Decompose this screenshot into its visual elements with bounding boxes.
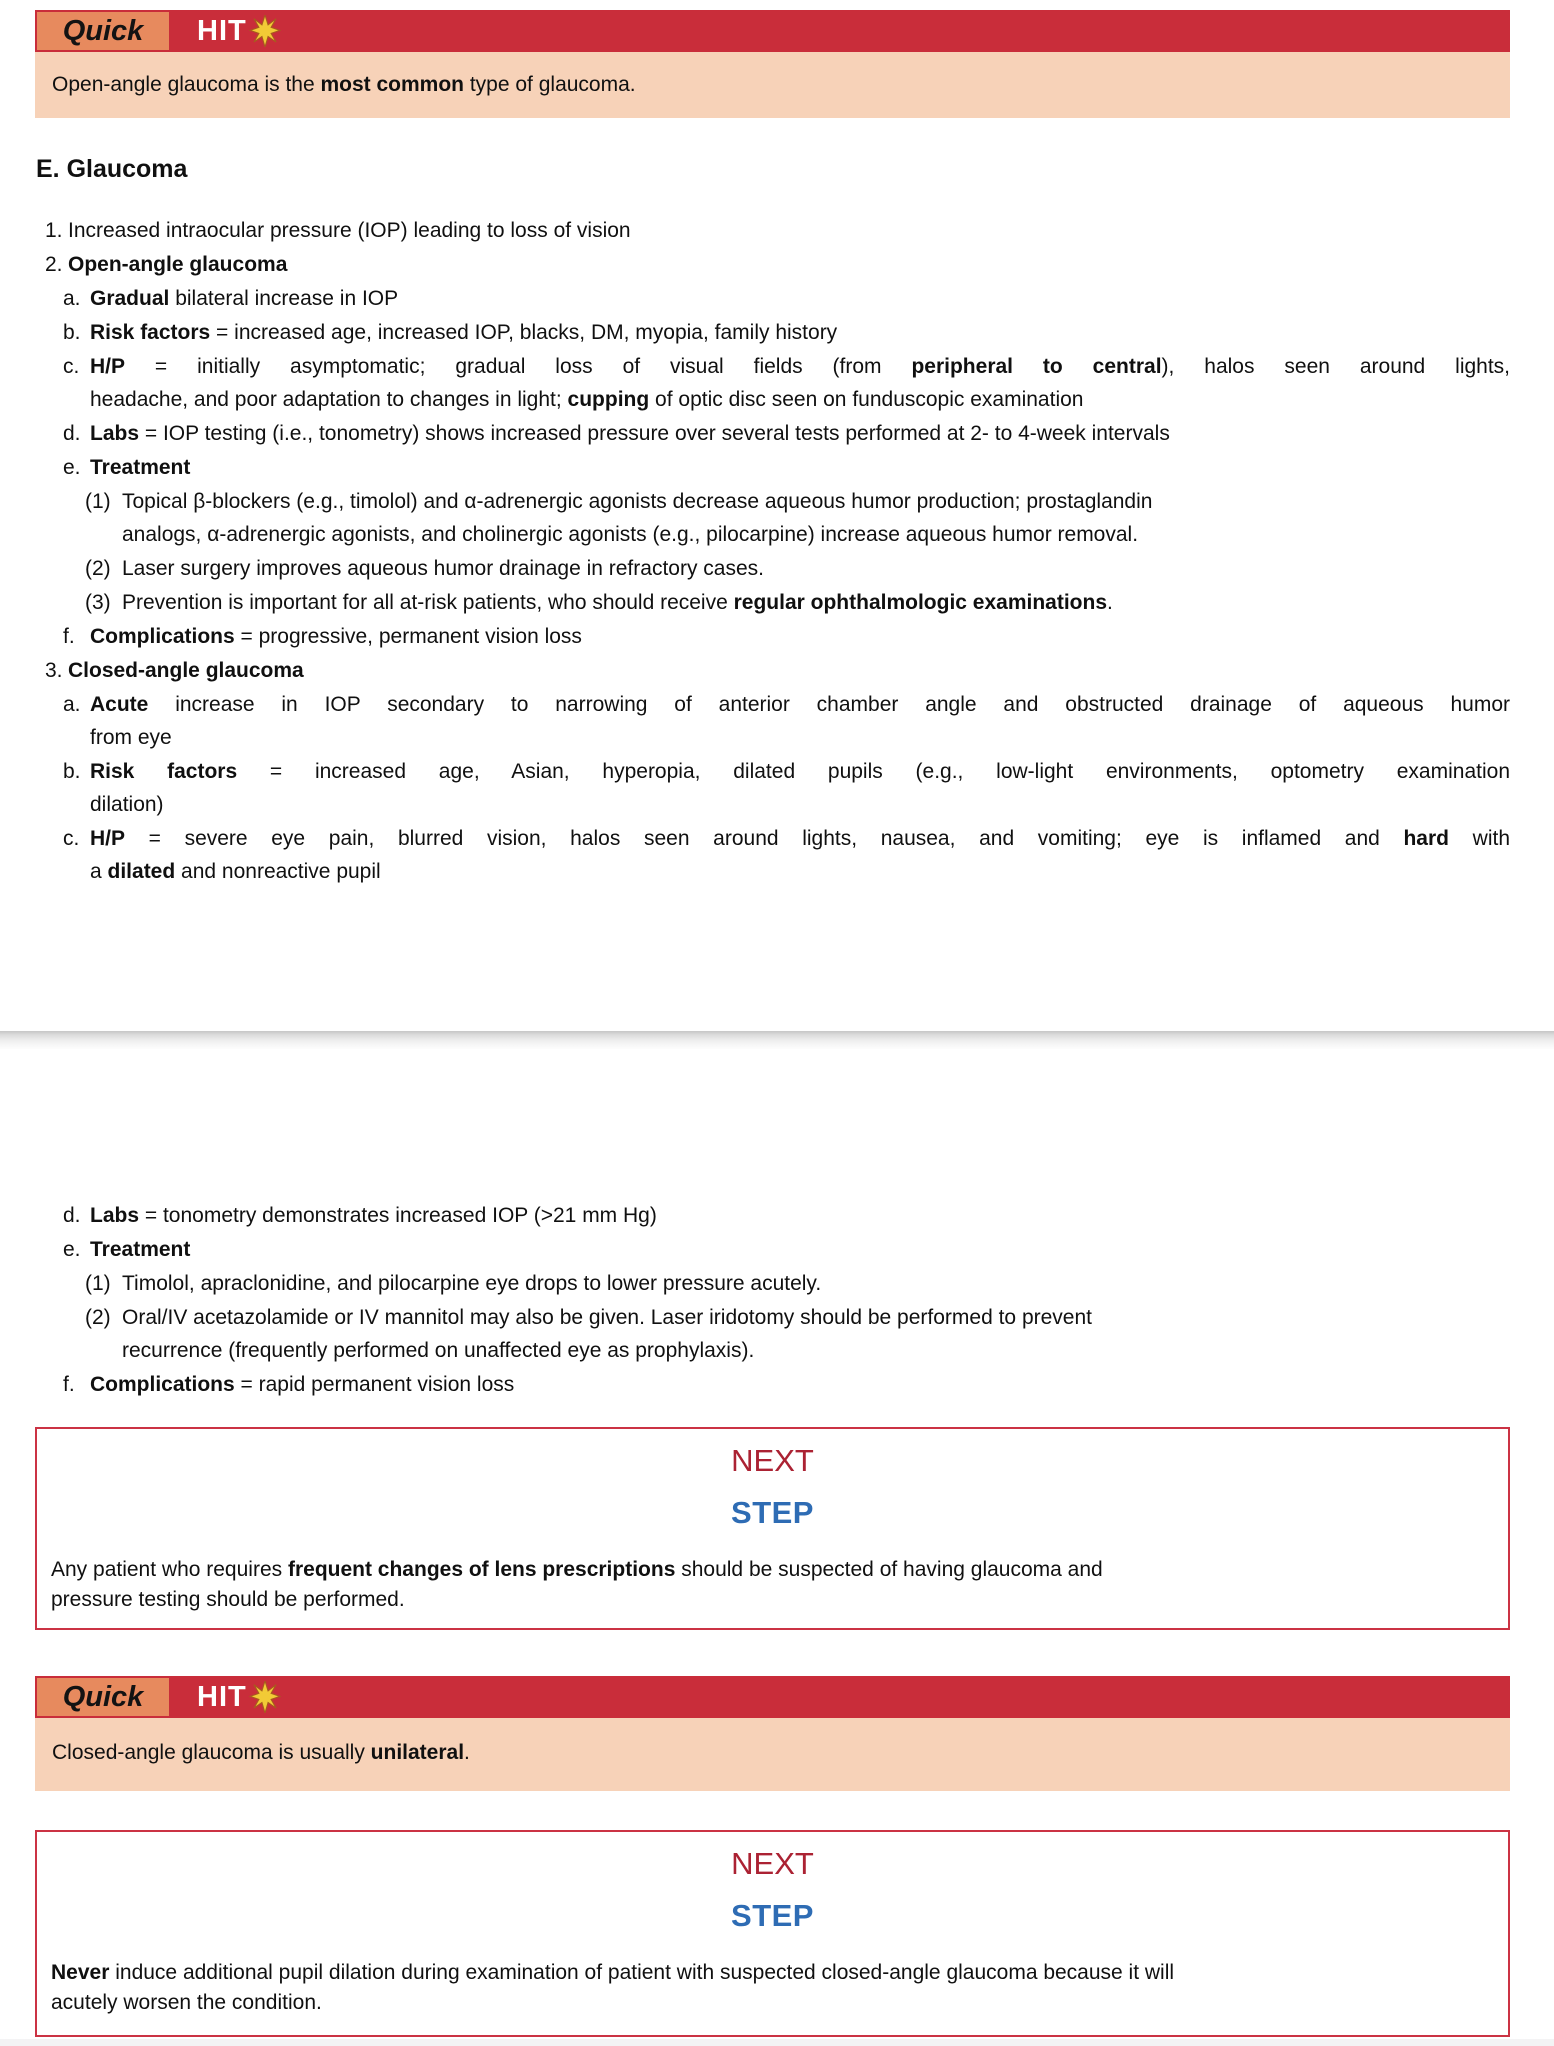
- step-label: STEP: [731, 1898, 814, 1933]
- list-marker: b.: [63, 321, 81, 344]
- list-item: [35, 755, 1510, 821]
- list-text: Open-angle glaucoma: [68, 253, 288, 276]
- next-step-text: Never induce additional pupil dilation during examination of patient with suspected closed-angle glaucoma because it will acutely worsen the condition.: [51, 1961, 1175, 2014]
- next-step-box-2: [35, 1830, 1510, 2037]
- list-marker: (1): [85, 490, 111, 513]
- list-item: [35, 451, 1510, 484]
- list-marker: f.: [63, 625, 75, 648]
- quick-hit-text: Open-angle glaucoma is the most common type of glaucoma.: [35, 52, 1510, 118]
- list-text: Laser surgery improves aqueous humor drainage in refractory cases.: [122, 557, 764, 580]
- list-text: Treatment: [90, 456, 191, 479]
- list-item: [35, 350, 1510, 416]
- list-marker: (3): [85, 591, 111, 614]
- list-marker: a.: [63, 693, 81, 716]
- next-step-text: Any patient who requires frequent changes of lens prescriptions should be suspected of having glaucoma and pressure testing should be performed.: [51, 1558, 1103, 1611]
- list-marker: c.: [63, 355, 80, 378]
- list-marker: 2.: [45, 253, 63, 276]
- page-break-divider: [0, 1031, 1554, 1049]
- list-text-line2: a dilated and nonreactive pupil: [90, 860, 381, 883]
- list-text: Treatment: [90, 1238, 191, 1261]
- list-text: Closed-angle glaucoma: [68, 659, 304, 682]
- list-item: [35, 586, 1510, 619]
- list-marker: e.: [63, 456, 81, 479]
- list-text: Labs = tonometry demonstrates increased IOP (>21 mm Hg): [90, 1204, 657, 1227]
- list-text-line1: H/P = initially asymptomatic; gradual loss of visual fields (from peripheral to central), halos seen around lights,: [90, 355, 1511, 378]
- next-step-box-1: [35, 1427, 1510, 1630]
- list-marker: f.: [63, 1373, 75, 1396]
- list-marker: e.: [63, 1238, 81, 1261]
- list-marker: c.: [63, 827, 80, 850]
- list-item: [35, 1233, 1510, 1266]
- list-item: [35, 552, 1510, 585]
- glaucoma-section: [35, 152, 1510, 889]
- section-heading: E. Glaucoma: [36, 155, 188, 183]
- hit-label: HIT: [197, 1680, 247, 1713]
- page-bottom-strip: [0, 2039, 1554, 2046]
- list-text-line1: Risk factors = increased age, Asian, hyperopia, dilated pupils (e.g., low-light environments, optometry examination: [90, 760, 1510, 783]
- next-label: NEXT: [731, 1846, 814, 1881]
- list-text-line2: dilation): [90, 793, 164, 816]
- quick-label: Quick: [37, 1678, 169, 1716]
- list-item: [35, 485, 1510, 551]
- list-text-line2: from eye: [90, 726, 172, 749]
- list-marker: (2): [85, 557, 111, 580]
- list-item: [35, 316, 1510, 349]
- list-text: Increased intraocular pressure (IOP) leading to loss of vision: [68, 219, 631, 242]
- quick-hit-box-2: [35, 1676, 1510, 1791]
- list-item: [35, 1267, 1510, 1300]
- next-label: NEXT: [731, 1443, 814, 1478]
- starburst-icon: [249, 15, 281, 47]
- list-marker: b.: [63, 760, 81, 783]
- list-text: Prevention is important for all at-risk patients, who should receive regular ophthalmologic examinations.: [122, 591, 1113, 614]
- list-marker: 1.: [45, 219, 63, 242]
- list-marker: (1): [85, 1272, 111, 1295]
- list-marker: a.: [63, 287, 81, 310]
- list-text-line2: headache, and poor adaptation to changes in light; cupping of optic disc seen on funduscopic examination: [90, 388, 1084, 411]
- list-text: Timolol, apraclonidine, and pilocarpine eye drops to lower pressure acutely.: [122, 1272, 822, 1295]
- list-text: Complications = progressive, permanent vision loss: [90, 625, 582, 648]
- list-text: Oral/IV acetazolamide or IV mannitol may also be given. Laser iridotomy should be performed to prevent recurrence (frequently performed on unaffected eye as prophylaxis).: [122, 1306, 1092, 1362]
- list-text: Topical β-blockers (e.g., timolol) and α-adrenergic agonists decrease aqueous humor production; prostaglandin analogs, α-adrenergic agonists, and cholinergic agonists (e.g., pilocarpine) increase aqueous humor removal.: [122, 490, 1153, 546]
- list-text: Gradual bilateral increase in IOP: [90, 287, 399, 310]
- hit-label: HIT: [197, 14, 247, 47]
- list-text-line1: H/P = severe eye pain, blurred vision, halos seen around lights, nausea, and vomiting; eye is inflamed and hard with: [90, 827, 1510, 850]
- list-item: [35, 688, 1510, 754]
- list-item: [35, 1199, 1510, 1232]
- starburst-icon: [249, 1681, 281, 1713]
- quick-hit-box-1: [35, 10, 1510, 118]
- quick-hit-header-bar: [35, 1676, 1510, 1718]
- list-marker: 3.: [45, 659, 63, 682]
- list-marker: d.: [63, 422, 81, 445]
- list-item: [35, 214, 1510, 247]
- quick-label: Quick: [37, 12, 169, 50]
- quick-hit-text: Closed-angle glaucoma is usually unilateral.: [35, 1718, 1510, 1791]
- glaucoma-section-continued: [35, 1199, 1510, 1402]
- list-item: [35, 654, 1510, 687]
- quick-hit-header-bar: [35, 10, 1510, 52]
- list-item: [35, 282, 1510, 315]
- list-text: Labs = IOP testing (i.e., tonometry) shows increased pressure over several tests performed at 2- to 4-week intervals: [90, 422, 1170, 445]
- list-item: [35, 620, 1510, 653]
- list-item: [35, 1368, 1510, 1401]
- list-item: [35, 417, 1510, 450]
- list-item: [35, 1301, 1510, 1367]
- list-text: Risk factors = increased age, increased IOP, blacks, DM, myopia, family history: [90, 321, 838, 344]
- list-item: [35, 822, 1510, 888]
- list-item: [35, 248, 1510, 281]
- list-text-line1: Acute increase in IOP secondary to narrowing of anterior chamber angle and obstructed drainage of aqueous humor: [90, 693, 1510, 716]
- list-text: Complications = rapid permanent vision loss: [90, 1373, 515, 1396]
- list-marker: (2): [85, 1306, 111, 1329]
- step-label: STEP: [731, 1495, 814, 1530]
- list-marker: d.: [63, 1204, 81, 1227]
